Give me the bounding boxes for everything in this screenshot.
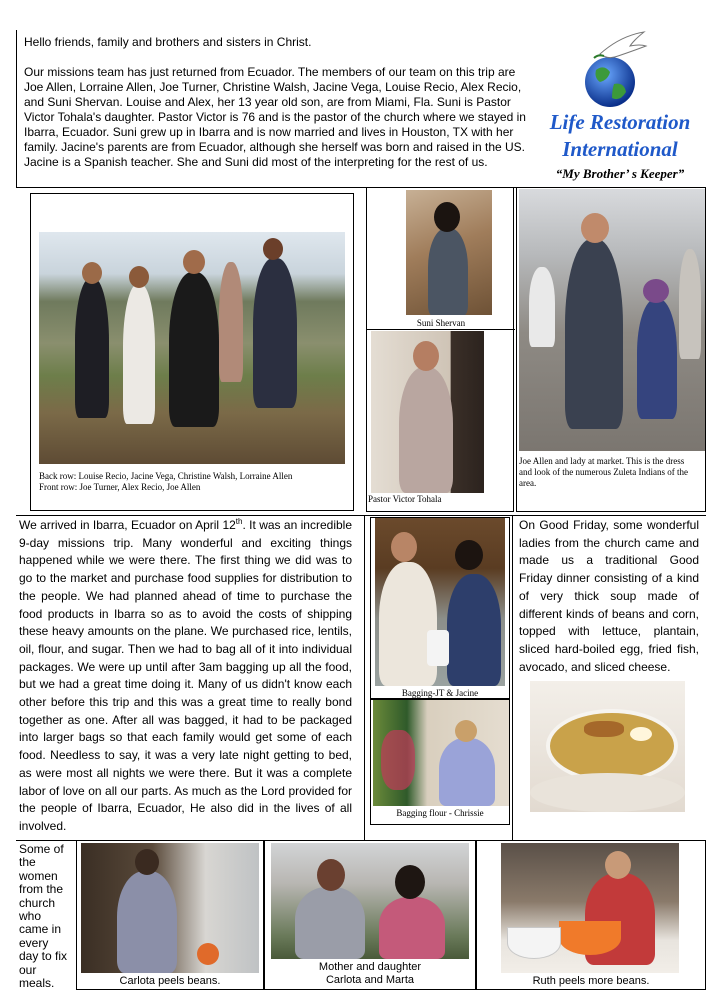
group-caption-line-1: Back row: Louise Recio, Jacine Vega, Christine Walsh, Lorraine Allen (39, 471, 293, 481)
org-line-1: Life Restoration (549, 110, 691, 134)
carlota-photo (81, 843, 259, 973)
logo-block (530, 14, 710, 186)
suni-victor-frame (366, 187, 514, 512)
ruth-frame (476, 840, 706, 990)
main-story (19, 517, 352, 836)
intro-rule (16, 30, 17, 188)
intro-section (24, 35, 530, 170)
group-caption (39, 471, 349, 493)
victor-photo (371, 331, 484, 493)
group-photo-frame (30, 193, 354, 511)
bagging-photo (375, 518, 505, 686)
market-caption: Joe Allen and lady at market. This is the dress and look of the numerous Zuleta Indians of the area. (519, 456, 688, 488)
good-friday-text: On Good Friday, some wonderful ladies from the church came and made us a traditional Good Friday dinner consisting of a kind of very thick soup made of different kinds of beans and corn, topped with lettuce, plantain, sliced hard-boiled egg, fried fish, avocado, and sliced cheese. (519, 518, 699, 674)
bagging-flour-frame (370, 699, 510, 825)
victor-caption: Pastor Victor Tohala (368, 494, 442, 504)
globe-dove-icon (530, 14, 710, 114)
story-arrival-post: . It was an incredible 9-day missions trip. Many wonderful and exciting things happened while we were there. The first thing we did was to go to the market and purchase food supplies for distribution to the people. We had planned ahead of time to purchase the food products in Ibarra so as to avoid the costs of shipping these heavy amounts on the plane. We purchased rice, lentils, oil, flour, and sugar. Then we had to bag all of it into individual packages. We were up until after 3am bagging up all the food, but we had a great time doing it. Many of us didn't know each other before this trip and this was a great time to really bond together as one. After all was bagged, it had to be packaged into larger bags so that each family would get some of each food. Needless to say, it was a very late night getting to bed, as were most all nights we were there. But it was a complete labor of love on all our parts. As much as the Lord provided for the people of Ibarra, Ecuador, He also did in the lives of all involved. (19, 518, 352, 833)
market-photo (519, 189, 705, 451)
bagging-photo-frame (370, 517, 510, 699)
mother-daughter-caption (265, 961, 475, 987)
suni-caption: Suni Shervan (416, 318, 466, 328)
mother-daughter-photo (271, 843, 469, 959)
soup-photo (530, 681, 685, 812)
group-caption-line-2: Front row: Joe Turner, Alex Recio, Joe Allen (39, 482, 201, 492)
mother-caption-line-1: Mother and daughter (318, 961, 422, 973)
bagging-caption: Bagging-JT & Jacine (401, 688, 479, 698)
suni-divider (367, 329, 515, 330)
greeting: Hello friends, family and brothers and sisters in Christ. (24, 35, 312, 49)
tagline: “My Brother’ s Keeper” (555, 166, 685, 181)
bagging-flour-photo (373, 700, 509, 806)
ruth-caption: Ruth peels more beans. (532, 975, 650, 987)
suni-photo (406, 190, 492, 315)
mother-caption-line-2: Carlota and Marta (325, 974, 415, 986)
mid-rule (16, 515, 706, 516)
carlota-frame (76, 840, 264, 990)
group-photo (39, 232, 345, 464)
women-note: Some of the women from the church who came in every day to fix our meals. (19, 842, 68, 991)
ruth-photo (501, 843, 679, 973)
intro-paragraph: Our missions team has just returned from Ecuador. The members of our team on this trip are Joe Allen, Lorraine Allen, Joe Turner, Christine Walsh, Jacine Vega, Louise Recio, Alex Recio, and Suni Shervan. Louise and Alex, her 13 year old son, are from Miami, Fla. Suni is Pastor Victor Tohala's daughter. Pastor Victor is 76 and is the pastor of the church where we stayed in Ibarra, Ecuador. Suni grew up in Ibarra and is now married and lives in Houston, TX with her family. Jacine's parents are from Ecuador, although she herself was born and raised in the US. Jacine is a Spanish teacher. She and Suni did most of the interpreting for the rest of us. (24, 65, 526, 169)
mother-daughter-frame (264, 840, 476, 990)
org-name (530, 109, 710, 163)
bagging-flour-caption: Bagging flour - Chrissie (396, 808, 484, 818)
vrule-left (364, 515, 365, 840)
carlota-caption: Carlota peels beans. (119, 975, 221, 987)
story-arrival-sup: th (235, 517, 243, 526)
market-photo-frame (516, 187, 706, 512)
story-arrival-pre: We arrived in Ibarra, Ecuador on April 12 (19, 518, 236, 532)
org-line-2: International (562, 137, 678, 161)
vrule-mid (512, 515, 513, 840)
